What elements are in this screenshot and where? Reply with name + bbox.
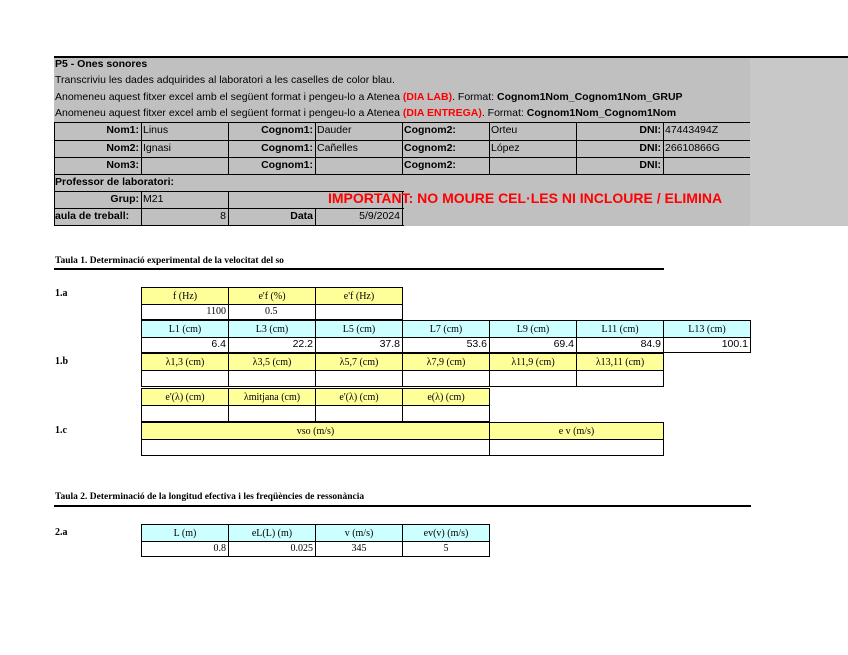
grid-line [489,122,490,174]
row-label-1a: 1.a [55,288,68,299]
aula-label: aula de treball: [55,210,130,222]
cognom2-value[interactable]: Orteu [491,124,518,136]
grid-line [315,122,316,174]
value-lambda-1-3[interactable] [141,370,229,387]
grup-label: Grup: [110,193,139,205]
value-frequency[interactable]: 1100 [141,304,229,320]
grid-line [402,122,403,174]
cognom1-label: Cognom1: [261,159,313,171]
header-lambda-11-9: λ11,9 (cm) [489,353,577,371]
value-L1[interactable]: 6.4 [141,337,229,353]
cognom1-label: Cognom1: [261,124,313,136]
taula1-underline [54,268,664,270]
instruction-line-3: Anomeneu aquest fitxer excel amb el següent format i pengeu-lo a Atenea (DIA ENTREGA). Format: Cognom1Nom_Cognom1Nom [55,107,677,119]
taula1-title: Taula 1. Determinació experimental de la velocitat del so [55,256,284,266]
value-L11[interactable]: 84.9 [576,337,664,353]
header-velocity-error-2: ev(v) (m/s) [402,524,490,542]
header-top-border [54,56,848,58]
aula-value[interactable]: 8 [220,210,226,222]
header-L9: L9 (cm) [489,320,577,338]
taula2-underline [54,505,751,507]
value-freq-error-hz[interactable] [315,304,403,320]
cognom1-label: Cognom1: [261,142,313,154]
cognom2-label: Cognom2: [404,124,456,136]
value-length-error[interactable]: 0.025 [228,541,316,557]
taula2-title: Taula 2. Determinació de la longitud efectiva i les freqüències de ressonància [55,492,365,502]
nom2-value[interactable]: Ignasi [143,142,172,154]
nom2-label: Nom2: [106,142,139,154]
value-lambda-7-9[interactable] [402,370,490,387]
header-lambda-error-2: e'(λ) (cm) [315,388,403,406]
nom3-label: Nom3: [106,159,139,171]
row-label-2a: 2.a [55,527,68,538]
grid-line [54,225,404,226]
value-lambda-3-5[interactable] [228,370,316,387]
header-freq-error-hz: e'f (Hz) [315,287,403,305]
cognom2-value[interactable]: López [491,142,520,154]
value-lambda-error-1[interactable] [141,405,229,422]
header-velocity-error: e v (m/s) [489,422,664,440]
header-L11: L11 (cm) [576,320,664,338]
value-freq-error-percent[interactable]: 0.5 [228,304,316,320]
header-L3: L3 (cm) [228,320,316,338]
header-lambda-5-7: λ5,7 (cm) [315,353,403,371]
data-value[interactable]: 5/9/2024 [359,210,400,222]
dni-value[interactable]: 26610866G [665,142,720,154]
instruction-line-2: Anomeneu aquest fitxer excel amb el següent format i pengeu-lo a Atenea (DIA LAB). Format: Cognom1Nom_Cognom1Nom_GRUP [55,91,683,103]
value-sound-velocity[interactable] [141,439,490,456]
header-lambda-3-5: λ3,5 (cm) [228,353,316,371]
value-lambda-error-abs[interactable] [402,405,490,422]
header-lambda-1-3: λ1,3 (cm) [141,353,229,371]
value-L9[interactable]: 69.4 [489,337,577,353]
dni-label: DNI: [639,124,661,136]
value-velocity-error[interactable]: 5 [402,541,490,557]
header-freq-error-percent: e'f (%) [228,287,316,305]
dni-label: DNI: [639,159,661,171]
value-velocity[interactable]: 345 [315,541,403,557]
grid-line [54,208,404,209]
header-frequency: f (Hz) [141,287,229,305]
value-L13[interactable]: 100.1 [663,337,751,353]
header-lambda-7-9: λ7,9 (cm) [402,353,490,371]
cognom2-label: Cognom2: [404,142,456,154]
instruction-line-1: Transcriviu les dades adquirides al laboratori a les caselles de color blau. [55,74,395,86]
value-lambda-5-7[interactable] [315,370,403,387]
header-sound-velocity: vso (m/s) [141,422,490,440]
header-L5: L5 (cm) [315,320,403,338]
header-lambda-mean: λmitjana (cm) [228,388,316,406]
header-velocity: v (m/s) [315,524,403,542]
value-lambda-13-11[interactable] [576,370,664,387]
cognom2-label: Cognom2: [404,159,456,171]
important-warning: IMPORTANT: NO MOURE CEL·LES NI INCLOURE / ELIMINA [328,190,723,206]
nom1-value[interactable]: Linus [143,124,169,136]
nom1-label: Nom1: [106,124,139,136]
data-label: Data [290,210,313,222]
value-lambda-11-9[interactable] [489,370,577,387]
value-L5[interactable]: 37.8 [315,337,403,353]
value-L3[interactable]: 22.2 [228,337,316,353]
row-label-1c: 1.c [55,425,67,436]
grid-line [54,174,750,175]
cognom1-value[interactable]: Dauder [317,124,352,136]
header-length-error: eL(L) (m) [228,524,316,542]
dni-label: DNI: [639,142,661,154]
header-panel-overflow [750,58,848,226]
professor-label: Professor de laboratori: [55,176,175,188]
grid-line [141,122,142,174]
header-L13: L13 (cm) [663,320,751,338]
header-lambda-error-abs: e(λ) (cm) [402,388,490,406]
value-lambda-mean[interactable] [228,405,316,422]
cognom1-value[interactable]: Cañelles [317,142,358,154]
row-label-1b: 1.b [55,356,69,367]
sheet-title: P5 - Ones sonores [55,58,148,70]
value-lambda-error-2[interactable] [315,405,403,422]
value-length[interactable]: 0.8 [141,541,229,557]
header-lambda-error-1: e'(λ) (cm) [141,388,229,406]
header-L1: L1 (cm) [141,320,229,338]
header-lambda-13-11: λ13,11 (cm) [576,353,664,371]
header-length: L (m) [141,524,229,542]
value-velocity-error[interactable] [489,439,664,456]
header-L7: L7 (cm) [402,320,490,338]
grid-line [663,122,664,174]
grup-value[interactable]: M21 [143,193,164,205]
value-L7[interactable]: 53.6 [402,337,490,353]
dni-value[interactable]: 47443494Z [665,124,719,136]
